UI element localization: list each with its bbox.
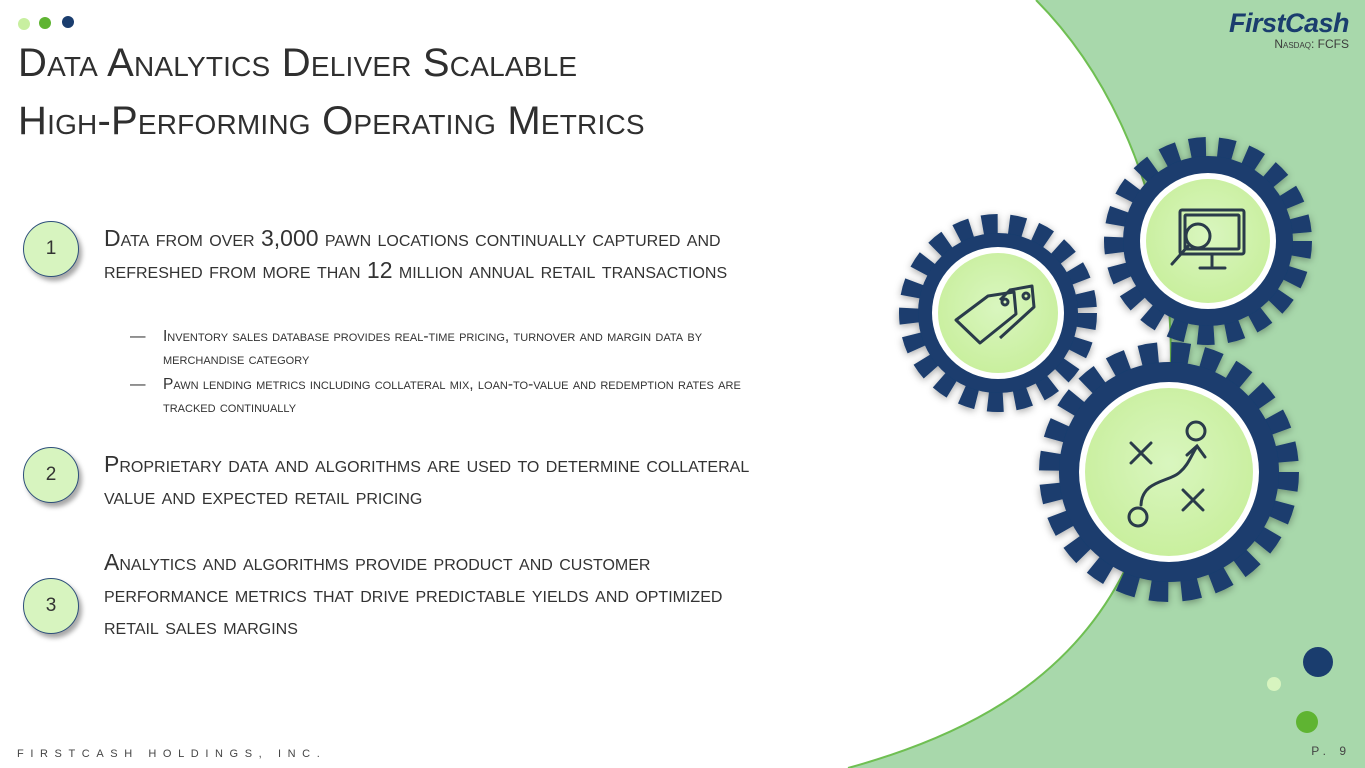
slide-title: [18, 34, 645, 150]
page-number: P. 9: [1311, 744, 1351, 758]
firstcash-logo: [1229, 8, 1349, 51]
title-line-2: High-Performing Operating Metrics: [18, 99, 645, 143]
number-badge-1: 1: [23, 221, 79, 277]
dash-1: —: [130, 328, 146, 345]
footer-company: FIRSTCASH HOLDINGS, INC.: [17, 748, 327, 760]
subpoint-2: [130, 373, 770, 419]
gear-price-tags: [910, 225, 1086, 401]
deco-dot-light: [18, 18, 30, 30]
title-line-1: Data Analytics Deliver Scalable: [18, 41, 578, 85]
deco-dot-light-br: [1267, 677, 1281, 691]
dash-2: —: [130, 376, 146, 393]
subpoint-1-text: Inventory sales database provides real-time pricing, turnover and margin data by merchandise category: [163, 328, 703, 368]
deco-dot-green: [39, 17, 51, 29]
point-1-text: Data from over 3,000 pawn locations continually captured and refreshed from more than 12 million annual retail transactions: [104, 225, 728, 283]
point-2-text: Proprietary data and algorithms are used to determine collateral value and expected retail pricing: [104, 451, 750, 509]
logo-wordmark: FirstCash: [1228, 8, 1349, 38]
ticker-label: Nasdaq: FCFS: [1274, 37, 1349, 51]
deco-dot-green-br: [1296, 711, 1318, 733]
subpoint-2-text: Pawn lending metrics including collateral mix, loan-to-value and redemption rates are tracked continually: [163, 376, 741, 416]
subpoint-1: [130, 325, 770, 371]
point-3-text: Analytics and algorithms provide product and customer performance metrics that drive predictable yields and optimized retail sales margins: [104, 549, 723, 639]
deco-dot-navy: [62, 16, 74, 28]
deco-dot-navy-br: [1303, 647, 1333, 677]
number-badge-2: 2: [23, 447, 79, 503]
number-badge-3: 3: [23, 578, 79, 634]
